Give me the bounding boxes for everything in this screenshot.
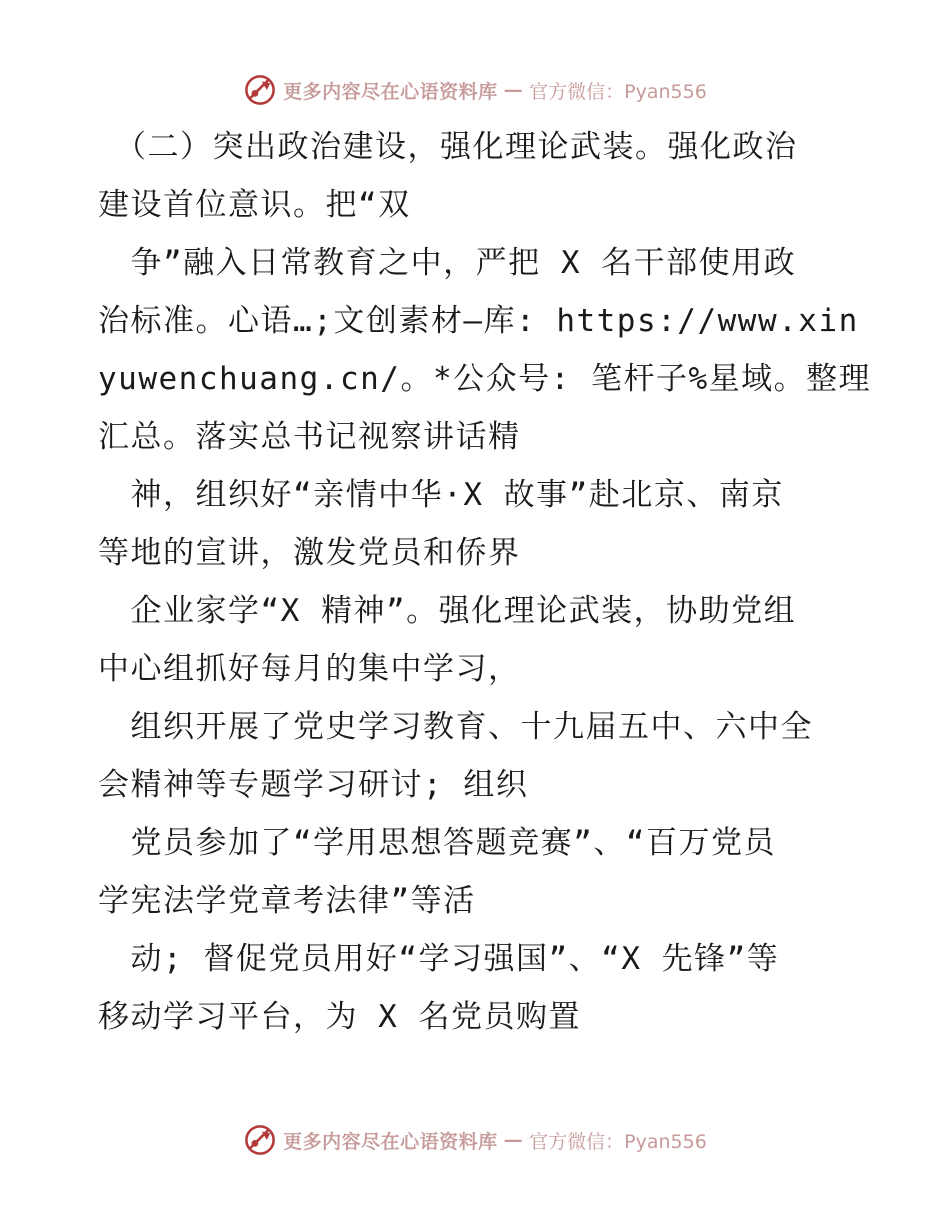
footer-watermark-side: 官方微信：Pyan556 <box>529 1130 707 1153</box>
header-watermark <box>0 70 950 110</box>
body-line: 等地的宣讲，激发党员和侨界 <box>98 535 521 571</box>
body-line: 党员参加了“学用思想答题竞赛”、“百万党员 <box>98 825 776 861</box>
body-line: 治标准。心语…;文创素材—库: https://www.xin <box>98 303 859 339</box>
xinyu-logo-icon <box>243 73 277 107</box>
xinyu-logo-icon <box>243 1123 277 1157</box>
document-body <box>98 118 872 1046</box>
footer-watermark-main: 更多内容尽在心语资料库 <box>283 1130 498 1153</box>
body-line: 中心组抓好每月的集中学习， <box>98 651 521 687</box>
body-line: 会精神等专题学习研讨; 组织 <box>98 767 529 803</box>
footer-watermark-dash: — <box>503 1129 524 1151</box>
body-line: （二）突出政治建设，强化理论武装。强化政治 <box>98 129 798 165</box>
body-line: 建设首位意识。把“双 <box>98 187 411 223</box>
body-line: 组织开展了党史学习教育、十九届五中、六中全 <box>98 709 813 745</box>
body-line: 争”融入日常教育之中，严把 X 名干部使用政 <box>98 245 797 281</box>
body-line: 动; 督促党员用好“学习强国”、“X 先锋”等 <box>98 941 780 977</box>
body-line: 移动学习平台，为 X 名党员购置 <box>98 999 581 1035</box>
header-watermark-side: 官方微信：Pyan556 <box>529 80 707 103</box>
body-line: 神，组织好“亲情中华·X 故事”赴北京、南京 <box>98 477 784 513</box>
body-line: 汇总。落实总书记视察讲话精 <box>98 419 521 455</box>
body-line: 学宪法学党章考法律”等活 <box>98 883 476 919</box>
body-line: yuwenchuang.cn/。*公众号: 笔杆子%星域。整理 <box>98 361 872 397</box>
header-watermark-dash: — <box>503 79 524 101</box>
body-line: 企业家学“X 精神”。强化理论武装，协助党组 <box>98 593 797 629</box>
header-watermark-main: 更多内容尽在心语资料库 <box>283 80 498 103</box>
footer-watermark <box>0 1120 950 1160</box>
